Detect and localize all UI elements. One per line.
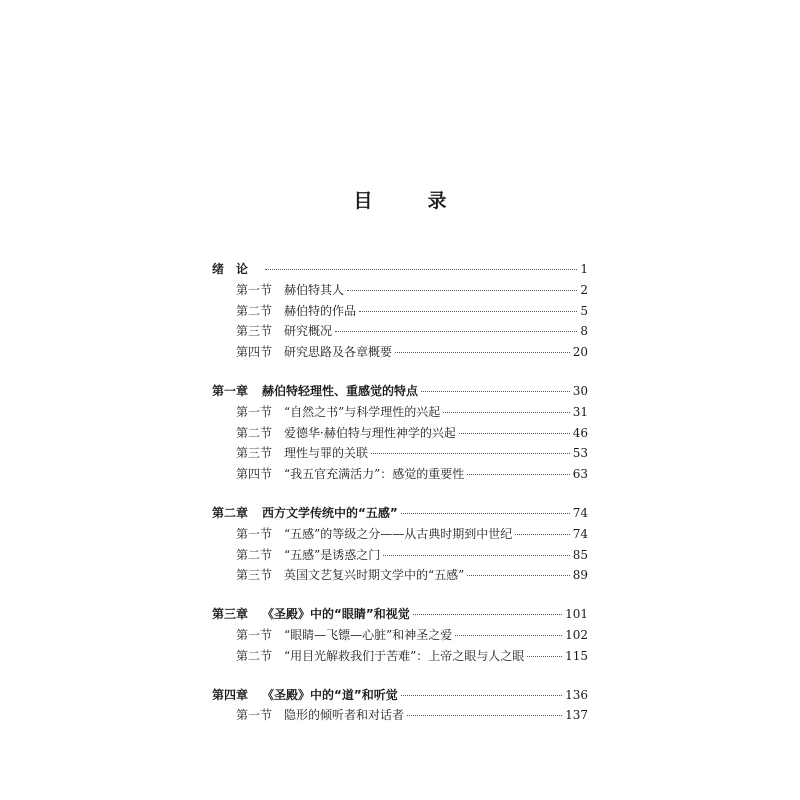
leader-dots (455, 635, 562, 636)
leader-dots (359, 311, 577, 312)
chapter-title: 赫伯特轻理性、重感觉的特点 (262, 383, 419, 398)
toc-chapter-heading[interactable] (212, 686, 588, 707)
section-title: 爱德华·赫伯特与理性神学的兴起 (284, 425, 456, 440)
toc-chapter-intro (212, 260, 588, 364)
leader-dots (401, 695, 562, 696)
leader-dots (265, 269, 577, 270)
section-number: 第一节 (236, 404, 273, 419)
chapter-number: 绪 论 (212, 262, 249, 276)
section-number: 第二节 (236, 425, 273, 440)
page-number: 74 (572, 526, 588, 541)
leader-dots (527, 656, 562, 657)
page-number: 115 (565, 648, 588, 663)
section-title: “眼睛—飞镖—心脏”和神圣之爱 (284, 627, 453, 642)
section-title: “用目光解救我们于苦难”：上帝之眼与人之眼 (284, 648, 525, 663)
section-title: 研究概况 (284, 324, 333, 339)
chapter-number: 第一章 (212, 383, 249, 398)
toc-chapter-heading[interactable] (212, 504, 588, 525)
page-number: 1 (580, 262, 588, 276)
toc-section[interactable] (212, 525, 588, 546)
leader-dots (371, 453, 570, 454)
section-number: 第二节 (236, 303, 273, 318)
page-number: 2 (580, 282, 588, 297)
leader-dots (421, 391, 570, 392)
leader-dots (383, 555, 569, 556)
toc-chapter-1 (212, 382, 588, 486)
page-number: 63 (572, 467, 588, 482)
section-number: 第一节 (236, 282, 273, 297)
chapter-title: 《圣殿》中的“道”和听觉 (262, 687, 398, 702)
toc-section[interactable] (212, 403, 588, 424)
toc-section[interactable] (212, 343, 588, 364)
toc-section[interactable] (212, 566, 588, 587)
page-number: 101 (565, 607, 588, 622)
section-number: 第一节 (236, 526, 273, 541)
chapter-title: 《圣殿》中的“眼睛”和视觉 (262, 607, 410, 622)
leader-dots (459, 433, 570, 434)
section-title: 研究思路及各章概要 (284, 345, 393, 360)
section-title: “自然之书”与科学理性的兴起 (284, 404, 441, 419)
page-number: 85 (572, 547, 588, 562)
page-number: 20 (572, 345, 588, 360)
section-title: “我五官充满活力”：感觉的重要性 (284, 467, 465, 482)
leader-dots (347, 290, 577, 291)
page-number: 102 (565, 627, 588, 642)
toc-chapter-2 (212, 504, 588, 587)
toc-section[interactable] (212, 302, 588, 323)
section-number: 第一节 (236, 627, 273, 642)
leader-dots (467, 575, 569, 576)
page-number: 53 (572, 446, 588, 461)
leader-dots (401, 513, 570, 514)
page-number: 136 (565, 687, 588, 702)
page-number: 31 (572, 404, 588, 419)
section-number: 第四节 (236, 467, 273, 482)
section-number: 第二节 (236, 648, 273, 663)
section-title: 理性与罪的关联 (284, 446, 369, 461)
section-title: 赫伯特其人 (284, 282, 345, 297)
table-of-contents (212, 260, 588, 745)
toc-section[interactable] (212, 546, 588, 567)
toc-chapter-3 (212, 605, 588, 667)
leader-dots (515, 534, 569, 535)
page-number: 5 (580, 303, 588, 318)
page-number: 74 (572, 505, 588, 520)
section-number: 第四节 (236, 345, 273, 360)
toc-section[interactable] (212, 647, 588, 668)
section-number: 第三节 (236, 568, 273, 583)
page-number: 89 (572, 568, 588, 583)
page-title: 目 录 (353, 190, 465, 212)
section-number: 第一节 (236, 708, 273, 723)
chapter-number: 第三章 (212, 607, 249, 622)
section-title: 英国文艺复兴时期文学中的“五感” (284, 568, 465, 583)
toc-chapter-heading[interactable] (212, 260, 588, 281)
leader-dots (395, 352, 570, 353)
leader-dots (413, 614, 562, 615)
section-number: 第三节 (236, 446, 273, 461)
toc-section[interactable] (212, 465, 588, 486)
section-number: 第三节 (236, 324, 273, 339)
page-number: 137 (565, 708, 588, 723)
toc-chapter-heading[interactable] (212, 605, 588, 626)
toc-section[interactable] (212, 444, 588, 465)
chapter-title: 西方文学传统中的“五感” (262, 505, 398, 520)
section-title: 隐形的倾听者和对话者 (284, 708, 405, 723)
leader-dots (467, 474, 569, 475)
toc-section[interactable] (212, 424, 588, 445)
leader-dots (335, 331, 577, 332)
chapter-number: 第二章 (212, 505, 249, 520)
toc-section[interactable] (212, 322, 588, 343)
toc-chapter-4 (212, 686, 588, 728)
page-number: 8 (580, 324, 588, 339)
toc-section[interactable] (212, 281, 588, 302)
section-title: “五感”的等级之分——从古典时期到中世纪 (284, 526, 513, 541)
leader-dots (407, 715, 562, 716)
section-title: 赫伯特的作品 (284, 303, 357, 318)
page-number: 46 (572, 425, 588, 440)
chapter-number: 第四章 (212, 687, 249, 702)
toc-chapter-heading[interactable] (212, 382, 588, 403)
section-title: “五感”是诱惑之门 (284, 547, 381, 562)
toc-section[interactable] (212, 626, 588, 647)
leader-dots (443, 412, 569, 413)
toc-section[interactable] (212, 706, 588, 727)
section-number: 第二节 (236, 547, 273, 562)
page-number: 30 (572, 383, 588, 398)
